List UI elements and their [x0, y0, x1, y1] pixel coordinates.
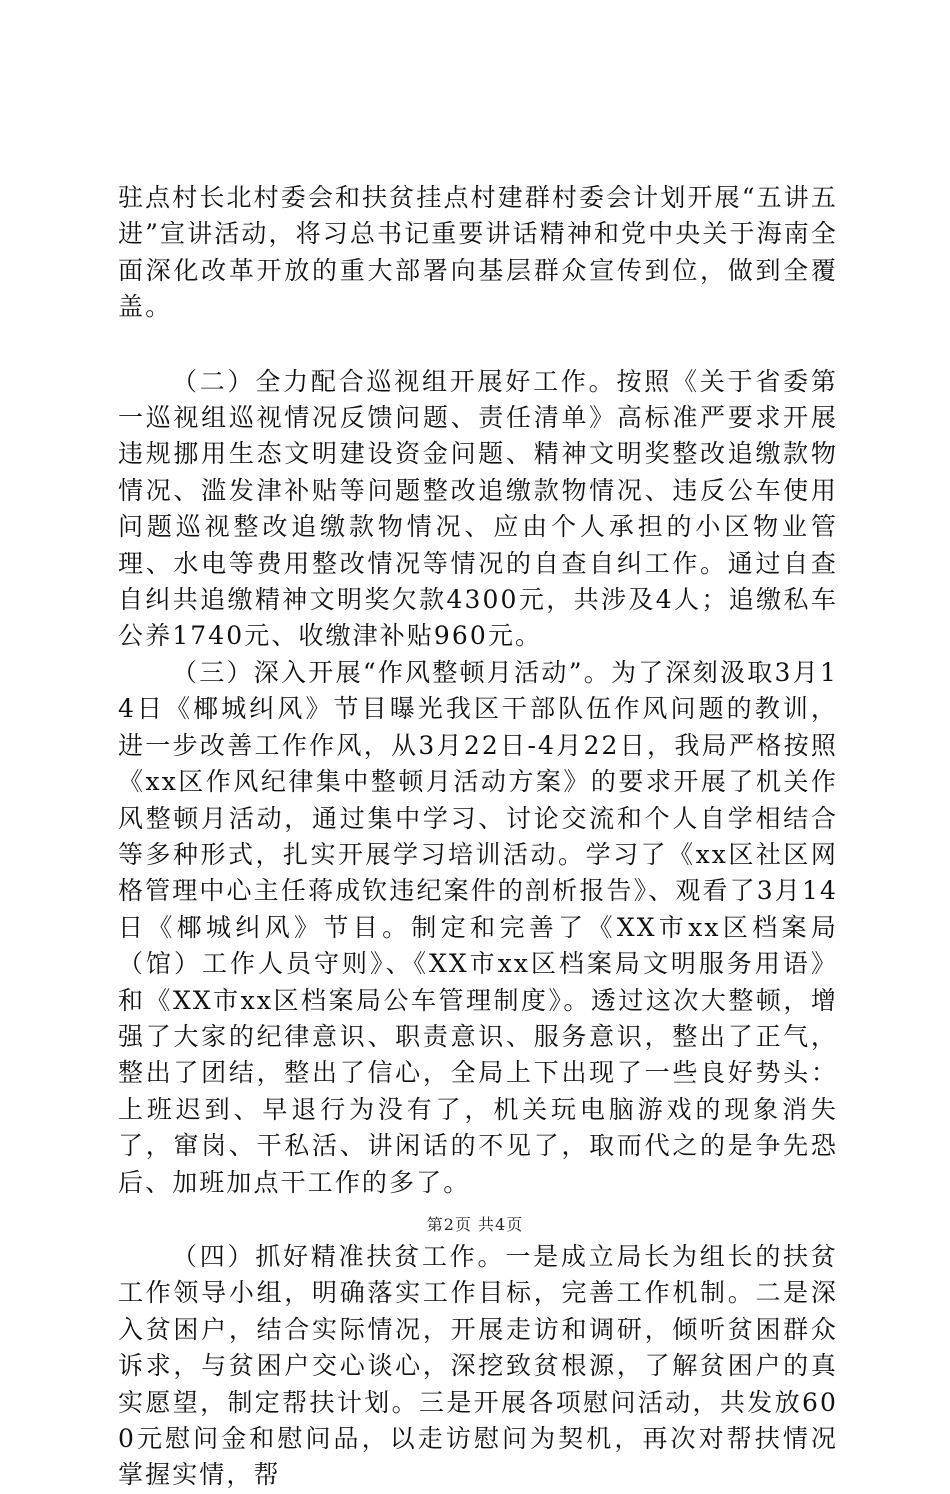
- paragraph-continuation: 驻点村长北村委会和扶贫挂点村建群村委会计划开展“五讲五进”宣讲活动，将习总书记重要讲话精神和党中央关于海南全面深化改革开放的重大部署向基层群众宣传到位，做到全覆盖。: [118, 183, 838, 322]
- paragraph-section-3: （三）深入开展“作风整顿月活动”。为了深刻汲取3月14日《椰城纠风》节目曝光我区干部队伍作风问题的教训，进一步改善工作作风，从3月22日-4月22日，我局严格按照《xx区作风纪律集中整顿月活动方案》的要求开展了机关作风整顿月活动，通过集中学习、讨论交流和个人自学相结合等多种形式，扎实开展学习培训活动。学习了《xx区社区网格管理中心主任蒋成钦违纪案件的剖析报告》、观看了3月14日《椰城纠风》节目。制定和完善了《XX市xx区档案局（馆）工作人员守则》、《XX市xx区档案局文明服务用语》和《XX市xx区档案局公车管理制度》。透过这次大整顿，增强了大家的纪律意识、职责意识、服务意识，整出了正气，整出了团结，整出了信心，全局上下出现了一些良好势头：上班迟到、早退行为没有了，机关玩电脑游戏的现象消失了，窜岗、干私活、讲闲话的不见了，取而代之的是争先恐后、加班加点干工作的多了。: [118, 657, 838, 1197]
- paragraph-section-4: （四）抓好精准扶贫工作。一是成立局长为组长的扶贫工作领导小组，明确落实工作目标，完善工作机制。二是深入贫困户，结合实际情况，开展走访和调研，倾听贫困群众诉求，与贫困户交心谈心，深挖致贫根源，了解贫困户的真实愿望，制定帮扶计划。三是开展各项慰问活动，共发放600元慰问金和慰问品，以走访慰问为契机，再次对帮扶情况掌握实情，帮: [118, 1241, 838, 1490]
- document-body: [118, 180, 838, 1494]
- page-footer: 第2页 共4页: [426, 1215, 524, 1234]
- paragraph-section-2: （二）全力配合巡视组开展好工作。按照《关于省委第一巡视组巡视情况反馈问题、责任清单》高标准严要求开展违规挪用生态文明建设资金问题、精神文明奖整改追缴款物情况、滥发津补贴等问题整改追缴款物情况、违反公车使用问题巡视整改追缴款物情况、应由个人承担的小区物业管理、水电等费用整改情况等情况的自查自纠工作。通过自查自纠共追缴精神文明奖欠款4300元，共涉及4人；追缴私车公养1740元、收缴津补贴960元。: [118, 366, 838, 651]
